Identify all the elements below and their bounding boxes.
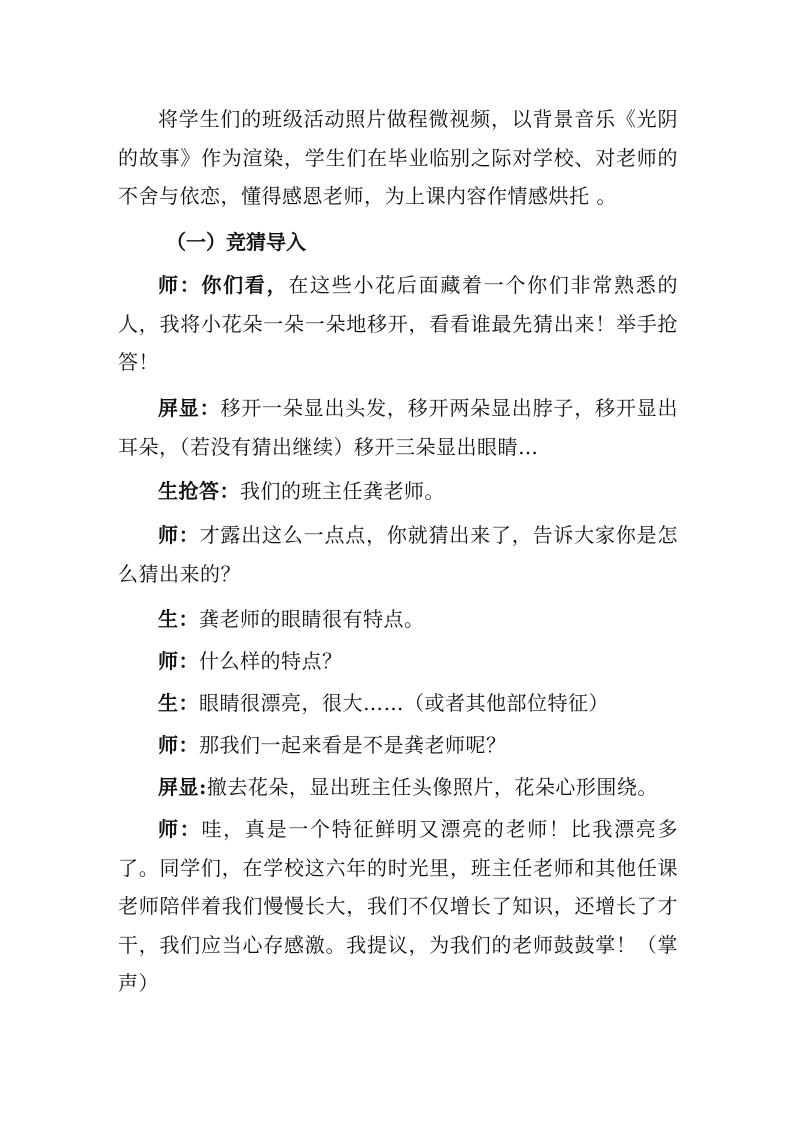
paragraph-text: 将学生们的班级活动照片做程微视频，以背景音乐《光阴的故事》作为渲染，学生们在毕业临别之际对学校、对老师的不舍与依恋，懂得感恩老师，为上课内容作情感烘托 。: [118, 107, 678, 208]
dialogue-text: 什么样的特点？: [199, 649, 343, 673]
speaker-label: 师：: [158, 523, 200, 547]
dialogue-line: [118, 266, 678, 382]
section-heading: [118, 223, 678, 262]
dialogue-text: 眼睛很漂亮，很大……（或者其他部位特征）: [199, 691, 609, 715]
dialogue-text: 在这些小花后面藏着一个你们非常熟悉的人，我将小花朵一朵一朵地移开，看看谁最先猜出来！举手抢答！: [118, 273, 679, 374]
speaker-label: 屏显：: [158, 396, 221, 420]
heading-text: （一）竞猜导入: [166, 230, 306, 254]
dialogue-text: 哇，真是一个特征鲜明又漂亮的老师！比我漂亮多了。同学们，在学校这六年的时光里，班主任老师和其他任课老师陪伴着我们慢慢长大，我们不仅增长了知识，还增长了才干，我们应当心存感激。我提议，为我们的老师鼓鼓掌！（掌声）: [118, 817, 679, 995]
speaker-label: 师：: [158, 649, 199, 673]
dialogue-line: [118, 472, 678, 511]
intro-paragraph: [118, 100, 678, 216]
dialogue-text: 我们的班主任龚老师。: [240, 479, 445, 503]
dialogue-text: 龚老师的眼睛很有特点。: [199, 607, 425, 631]
dialogue-line: [118, 600, 678, 639]
speaker-label: 生：: [158, 607, 199, 631]
dialogue-line: [118, 768, 678, 807]
speaker-label: 屏显:: [158, 775, 207, 799]
dialogue-line: [118, 516, 678, 593]
speaker-label: 生：: [158, 691, 199, 715]
dialogue-text: 移开一朵显出头发，移开两朵显出脖子，移开显出耳朵，（若没有猜出继续）移开三朵显出眼睛…: [118, 396, 678, 459]
dialogue-line: [118, 684, 678, 723]
dialogue-line: [118, 389, 678, 466]
speaker-label: 师：: [158, 733, 199, 757]
dialogue-text: 那我们一起来看是不是龚老师呢？: [199, 733, 507, 757]
dialogue-text: 才露出这么一点点，你就猜出来了，告诉大家你是怎么猜出来的？: [118, 523, 678, 586]
dialogue-text: 撤去花朵，显出班主任头像照片，花朵心形围绕。: [206, 775, 658, 799]
dialogue-line: [118, 642, 678, 681]
speaker-label: 师：: [158, 817, 202, 841]
speaker-label: 生抢答：: [158, 479, 240, 503]
dialogue-line: [118, 726, 678, 765]
speaker-label: 师：你们看，: [158, 273, 289, 297]
dialogue-line: [118, 810, 678, 1003]
